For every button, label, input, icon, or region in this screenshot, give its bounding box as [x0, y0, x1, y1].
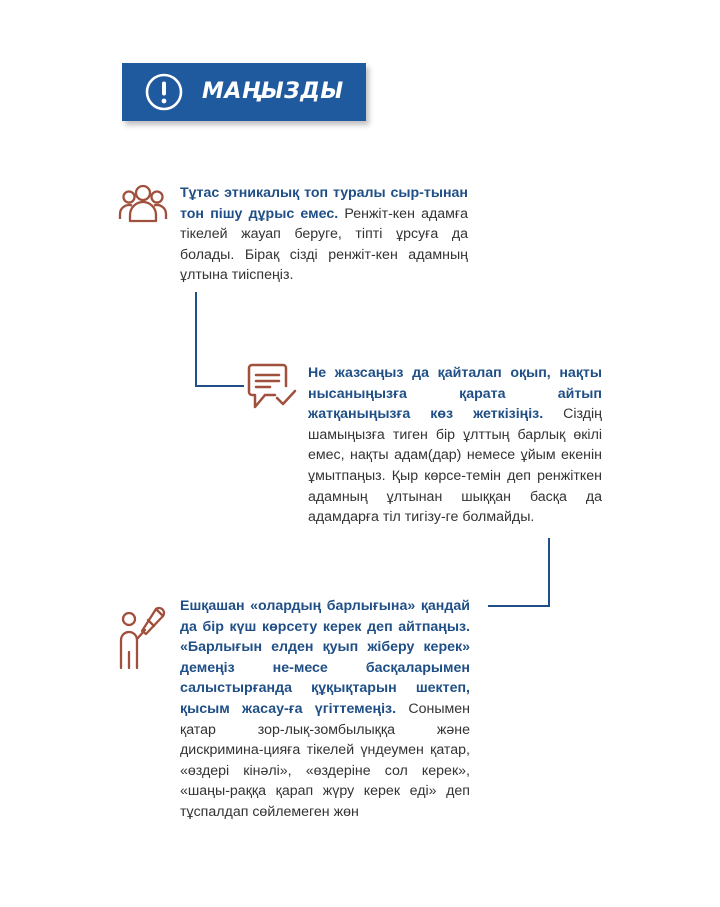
chat-checkmark-icon [246, 362, 298, 412]
exclamation-circle-icon [144, 72, 184, 112]
person-megaphone-icon [116, 596, 166, 670]
section-3-text [180, 596, 470, 823]
section-2-body: Сіздің шамыңызға тиген бір ұлттың барлық өкілі емес, нақты адам(дар) немесе ұйым екенін ұмытпаңыз. Қыр көрсе-темін деп ренжіткен адамның ұлтынан шыққан басқа да адамдарға тіл тигізу-ге болмайды. [308, 406, 602, 526]
section-1-highlight: Тұтас этникалық топ туралы сыр-тынан тон пішу дұрыс емес. [180, 185, 468, 222]
section-3-highlight: Ешқашан «олардың барлығына» қандай да бір күш көрсету керек деп айтпаңыз. «Барлығын елден қуып жіберу керек» демеңіз не-месе басқаларымен салыстырғанда құқықтарын шектеп, қысым жасау-ға үгіттемеңіз. [180, 598, 470, 717]
important-banner [122, 63, 366, 121]
section-1-body: Ренжіт-кен адамға тікелей жауап беруге, тіпті ұрсуға да болады. Бірақ сізді ренжіт-кен адамның ұлтына тиіспеңіз. [180, 205, 468, 284]
section-1-text [180, 183, 468, 286]
banner-title: МАҢЫЗДЫ [202, 79, 344, 104]
section-3-body: Сонымен қатар зор-лық-зомбылыққа және дискримина-цияға тікелей үндеумен қатар, «өздері кінәлі», «өздеріне сол керек», «шаңы-раққа қарап жүру керек еді» деп тұспалдап сөйлемеген жөн [180, 700, 470, 820]
section-2-highlight: Не жазсаңыз да қайталап оқып, нақты нысаныңызға қарата айтып жатқаныңызға көз жеткізіңіз. [308, 365, 602, 423]
section-2-text [308, 363, 602, 528]
connector-line-1 [194, 292, 244, 388]
people-group-icon [118, 182, 168, 224]
connector-line-2 [488, 538, 552, 608]
